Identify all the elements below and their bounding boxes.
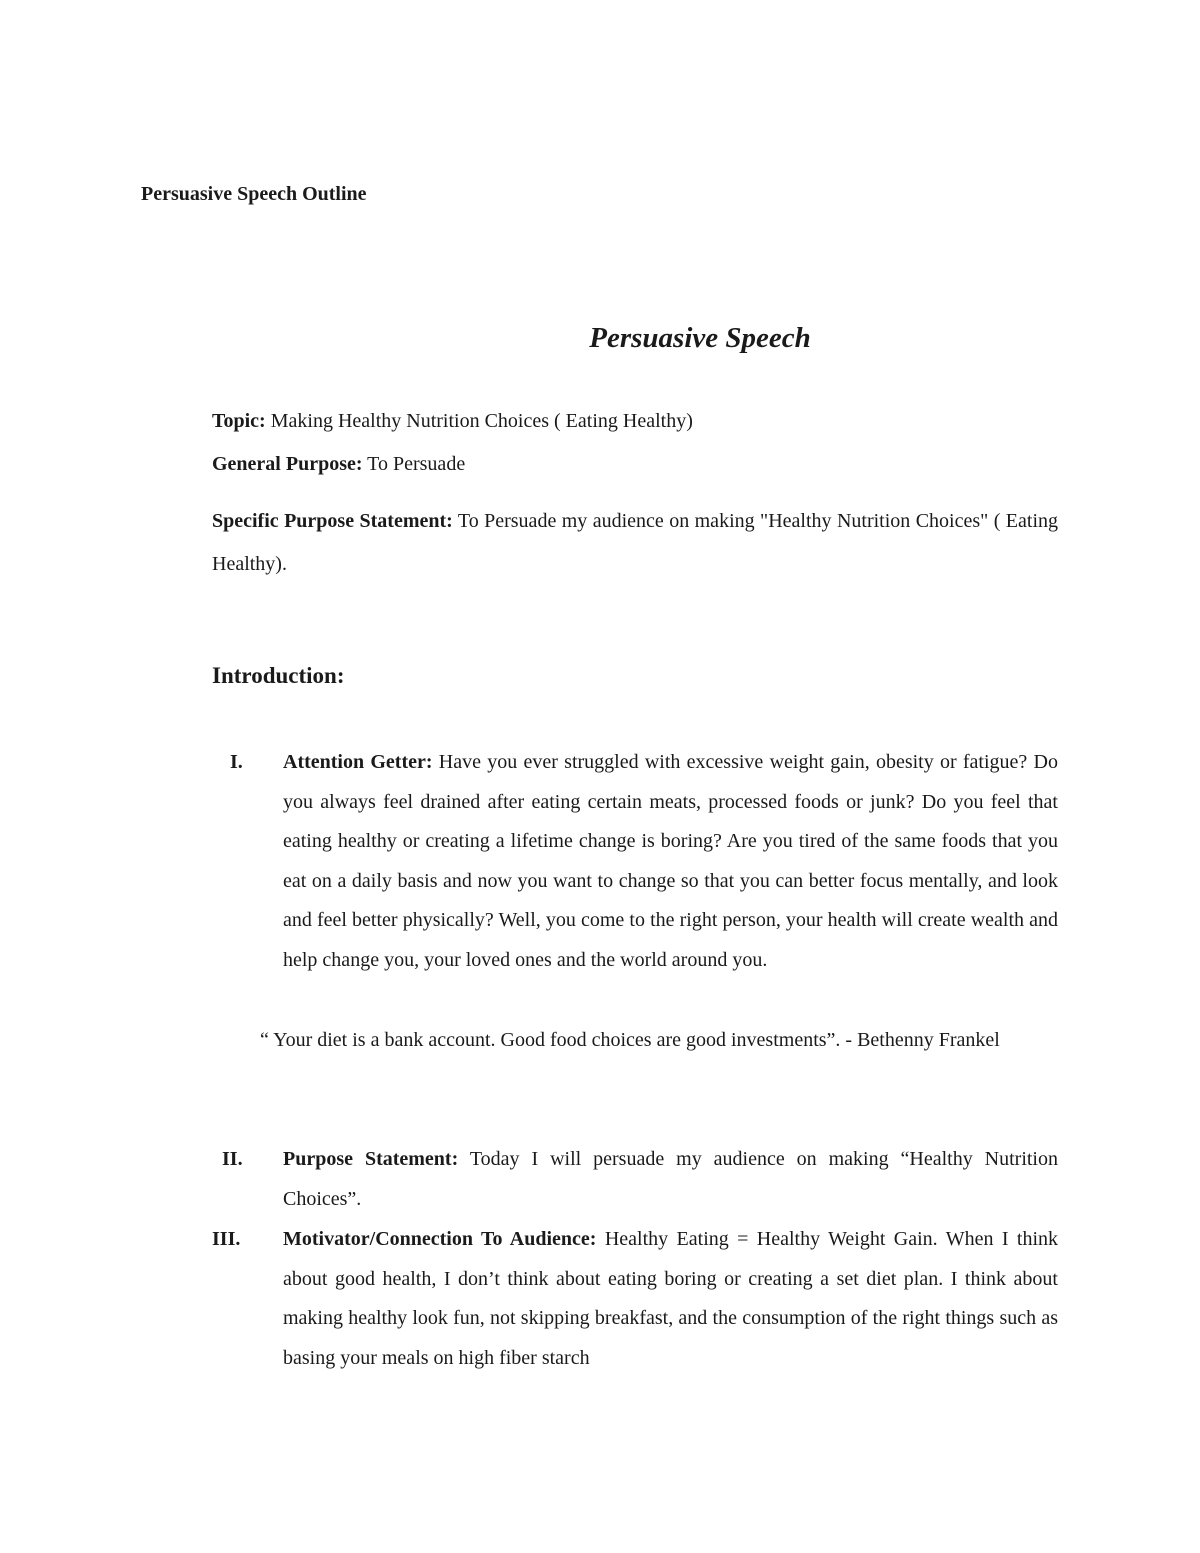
motivator-text: Healthy Eating = Healthy Weight Gain. When I think about good health, I don’t think about eating boring or creating a set diet plan. I think about making healthy look fun, not skipping breakfast, and the consumption of the right things such as basing your meals on high fiber starch	[283, 1228, 1059, 1369]
topic-value: Making Healthy Nutrition Choices ( Eating Healthy)	[270, 410, 693, 432]
topic-line	[212, 410, 1058, 433]
outline-numeral: III.	[212, 1228, 241, 1250]
purpose-statement-text: Today I will persuade my audience on making “Healthy Nutrition Choices”.	[283, 1148, 1058, 1210]
outline-numeral: II.	[222, 1148, 243, 1170]
attention-getter-label: Attention Getter:	[283, 751, 433, 773]
general-purpose-line	[212, 453, 1058, 476]
general-purpose-value: To Persuade	[367, 453, 466, 475]
specific-purpose-line	[212, 500, 1058, 586]
quote-text: “ Your diet is a bank account. Good food choices are good investments”. - Bethenny Frankel	[260, 1029, 1000, 1051]
specific-purpose-label: Specific Purpose Statement:	[212, 510, 453, 532]
motivator-label: Motivator/Connection To Audience:	[283, 1228, 597, 1250]
outline-numeral: I.	[230, 751, 243, 773]
specific-purpose-value: To Persuade my audience on making "Healthy Nutrition Choices" ( Eating Healthy).	[212, 510, 1059, 575]
introduction-heading: Introduction:	[212, 663, 345, 688]
attention-getter-text: Have you ever struggled with excessive weight gain, obesity or fatigue? Do you always feel drained after eating certain meats, processed foods or junk? Do you feel that eating healthy or creating a lifetime change is boring? Are you tired of the same foods that you eat on a daily basis and now you want to change so that you can better focus mentally, and look and feel better physically? Well, you come to the right person, your health will create wealth and help change you, your loved ones and the world around you.	[283, 751, 1058, 971]
general-purpose-label: General Purpose:	[212, 453, 363, 475]
purpose-statement-label: Purpose Statement:	[283, 1148, 459, 1170]
purpose-statement-item	[283, 1140, 1058, 1219]
motivator-item	[283, 1220, 1058, 1378]
document-title: Persuasive Speech	[589, 322, 811, 354]
outline-header: Persuasive Speech Outline	[141, 183, 367, 205]
attention-getter-item	[283, 743, 1058, 981]
topic-label: Topic:	[212, 410, 266, 432]
